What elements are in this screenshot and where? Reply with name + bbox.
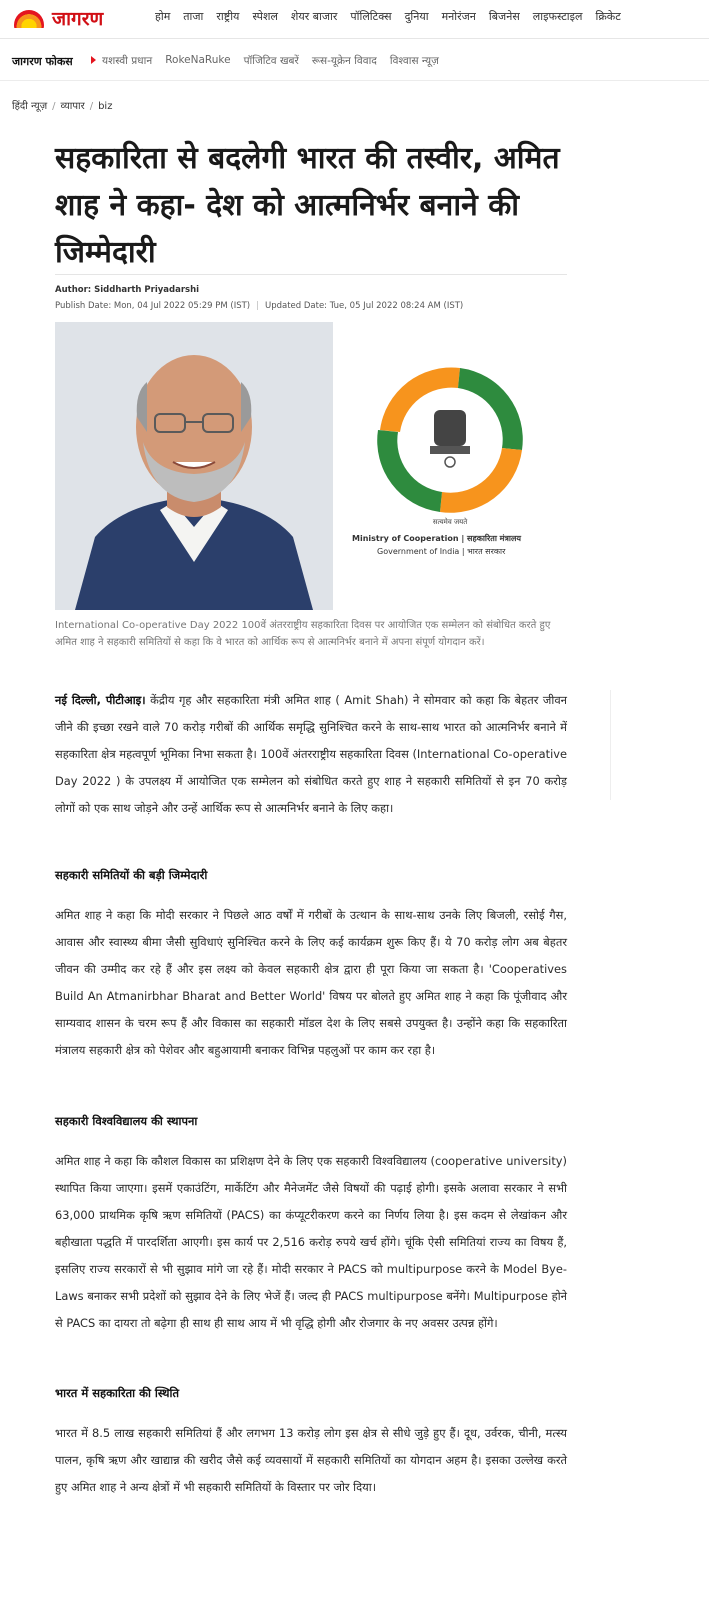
lead-text: केंद्रीय गृह और सहकारिता मंत्री अमित शाह ( Amit Shah) ने सोमवार को कहा कि बेहतर जीवन जीने की इच्छा रखने वाले 70 करोड़ गरीबों की आर्थिक समृद्धि सुनिश्चित करने के साथ-साथ भारत को आत्मनिर्भर बनाने में सहकारिता क्षेत्र महत्वपूर्ण भूमिका निभा सकता है। 100वें अंतरराष्ट्रीय सहकारिता दिवस (International Co-operative Day 2022 ) के उपलक्ष्य में आयोजित एक सम्मेलन को संबोधित करते हुए शाह ने सहकारी समितियों से इन 70 करोड़ लोगों को एक साथ जोड़ने और उन्हें आर्थिक रूप से आत्मनिर्भर बनाने के लिए कहा। xyxy=(55,693,567,815)
focus-topic[interactable]: यशस्वी प्रधान xyxy=(102,55,153,67)
section-heading: सहकारी विश्वविद्यालय की स्थापना xyxy=(55,1114,198,1128)
section-paragraph: भारत में 8.5 लाख सहकारी समितियां हैं और लगभग 13 करोड़ लोग इस क्षेत्र से सीधे जुड़े हुए हैं। दूध, उर्वरक, चीनी, मत्स्य पालन, कृषि ऋण और खाद्यान्न की खरीद जैसे कई व्यवसायों में सहकारी समितियों का योगदान अहम है। इसका उल्लेख करते हुए अमित शाह ने अन्य क्षेत्रों में भी सहकारी समितियों के विस्तार पर जोर दिया। xyxy=(55,1426,567,1494)
breadcrumb-item[interactable]: हिंदी न्यूज़ xyxy=(12,101,48,112)
nav-item-lifestyle[interactable]: लाइफस्टाइल xyxy=(532,10,583,23)
rising-sun-icon xyxy=(12,8,46,28)
nav-item-national[interactable]: राष्ट्रीय xyxy=(216,10,240,23)
nav-item-business[interactable]: बिजनेस xyxy=(488,10,520,23)
main-menu xyxy=(155,9,634,24)
focus-topic[interactable]: विश्वास न्यूज़ xyxy=(389,55,439,67)
section-heading: भारत में सहकारिता की स्थिति xyxy=(55,1386,180,1400)
divider xyxy=(55,274,567,275)
focus-topic[interactable]: पॉजिटिव खबरें xyxy=(243,55,299,67)
focus-topics xyxy=(102,54,452,68)
nav-item-world[interactable]: दुनिया xyxy=(404,10,429,23)
section-paragraph: अमित शाह ने कहा कि कौशल विकास का प्रशिक्षण देने के लिए एक सहकारी विश्वविद्यालय (cooperative university) स्थापित किया जाएगा। इसमें एकाउंटिंग, मार्केटिंग और मैनेजमेंट जैसे विषयों की पढ़ाई होगी। इसके अलावा सरकार ने सभी 63,000 प्राथमिक कृषि ऋण समितियों (PACS) का कंप्यूटरीकरण करने का निर्णय लिया है। इस कदम से लेखांकन और बहीखाता पद्धति में पारदर्शिता आएगी। इस कार्य पर 2,516 करोड़ रुपये खर्च होंगे। चूंकि ऐसी समितियां राज्य का विषय हैं, इसलिए राज्य सरकारों से भी सुझाव मांगे जा रहे हैं। मोदी सरकार ने PACS को multipurpose करने के Model Bye-Laws बनाकर सभी प्रदेशों को सुझाव देने के लिए भेजें हैं। जल्द ही PACS multipurpose बनेंगे। Multipurpose होने से PACS का दायरा तो बढ़ेगा ही साथ ही साथ आय में भी वृद्धि होगी और रोजगार के नए अवसर उत्पन्न होंगे। xyxy=(55,1154,567,1330)
amit-shah-photo xyxy=(55,322,333,610)
image-caption: International Co-operative Day 2022 100वें अंतरराष्ट्रीय सहकारिता दिवस पर आयोजित एक सम्मेलन को संबोधित करते हुए अमित शाह ने सहकारी समितियों से कहा कि वे भारत को आर्थिक रूप से आत्मनिर्भर बनाने में अपना संपूर्ण योगदान करें। xyxy=(55,620,551,648)
logo-text: जागरण xyxy=(52,8,104,30)
nav-item-politics[interactable]: पॉलिटिक्स xyxy=(350,10,392,23)
emblem-motto: सत्यमेव जयते xyxy=(432,518,468,526)
nav-item-special[interactable]: स्पेशल xyxy=(252,10,278,23)
focus-bar xyxy=(0,44,709,81)
nav-item-home[interactable]: होम xyxy=(155,10,171,23)
ministry-of-cooperation-logo xyxy=(333,322,567,610)
ministry-name: Ministry of Cooperation | सहकारिता मंत्रालय xyxy=(352,534,522,543)
focus-topic[interactable]: RokeNaRuke xyxy=(165,54,231,66)
focus-label: जागरण फोकस xyxy=(12,55,73,68)
publish-date: Publish Date: Mon, 04 Jul 2022 05:29 PM (IST) xyxy=(55,301,251,311)
nav-item-cricket[interactable]: क्रिकेट xyxy=(595,10,621,23)
updated-date: Updated Date: Tue, 05 Jul 2022 08:24 AM (IST) xyxy=(264,301,464,311)
lead-paragraph xyxy=(55,687,567,822)
government-name: Government of India | भारत सरकार xyxy=(377,547,506,556)
top-navigation xyxy=(0,0,709,39)
play-arrow-icon xyxy=(91,56,96,64)
nav-item-latest[interactable]: ताजा xyxy=(183,10,204,23)
section-heading: सहकारी समितियों की बड़ी जिम्मेदारी xyxy=(55,868,208,882)
article-author: Author: Siddharth Priyadarshi xyxy=(55,285,200,295)
divider xyxy=(610,690,611,800)
nav-item-entertainment[interactable]: मनोरंजन xyxy=(441,10,476,23)
jagran-logo[interactable] xyxy=(12,5,103,31)
breadcrumb-item[interactable]: व्यापार xyxy=(60,101,85,112)
nav-item-share-market[interactable]: शेयर बाजार xyxy=(290,10,338,23)
breadcrumb: हिंदी न्यूज़ / व्यापार / biz xyxy=(12,101,113,112)
section-paragraph: अमित शाह ने कहा कि मोदी सरकार ने पिछले आठ वर्षों में गरीबों के उत्थान के साथ-साथ उनके लिए बिजली, रसोई गैस, आवास और स्वास्थ्य बीमा जैसी सुविधाएं सुनिश्चित करने के लिए कई कार्यक्रम शुरू किए हैं। ये 70 करोड़ लोग अब बेहतर जीवन की उम्मीद कर रहे हैं और इस लक्ष्य को केवल सहकारी क्षेत्र द्वारा ही पूरा किया जा सकता है। 'Cooperatives Build An Atmanirbhar Bharat and Better World' विषय पर बोलते हुए अमित शाह ने कहा कि पूंजीवाद और साम्यवाद शासन के चरम रूप हैं और विकास का सहकारी मॉडल देश के लिए सबसे उपयुक्त है। उन्होंने कहा कि सहकारिता मंत्रालय सहकारी क्षेत्र को पेशेवर और बहुआयामी बनाकर विभिन्न पहलुओं पर काम कर रहा है। xyxy=(55,908,567,1057)
article-hero-image xyxy=(55,322,567,610)
breadcrumb-item[interactable]: biz xyxy=(98,101,113,112)
article-headline: सहकारिता से बदलेगी भारत की तस्वीर, अमित शाह ने कहा- देश को आत्मनिर्भर बनाने की जिम्मेदारी xyxy=(55,141,560,270)
article-dates: Publish Date: Mon, 04 Jul 2022 05:29 PM (IST) | Updated Date: Tue, 05 Jul 2022 08:24 AM (IST) xyxy=(55,301,464,311)
dateline: नई दिल्ली, पीटीआइ। xyxy=(55,693,146,707)
focus-topic[interactable]: रूस-यूक्रेन विवाद xyxy=(311,55,377,67)
